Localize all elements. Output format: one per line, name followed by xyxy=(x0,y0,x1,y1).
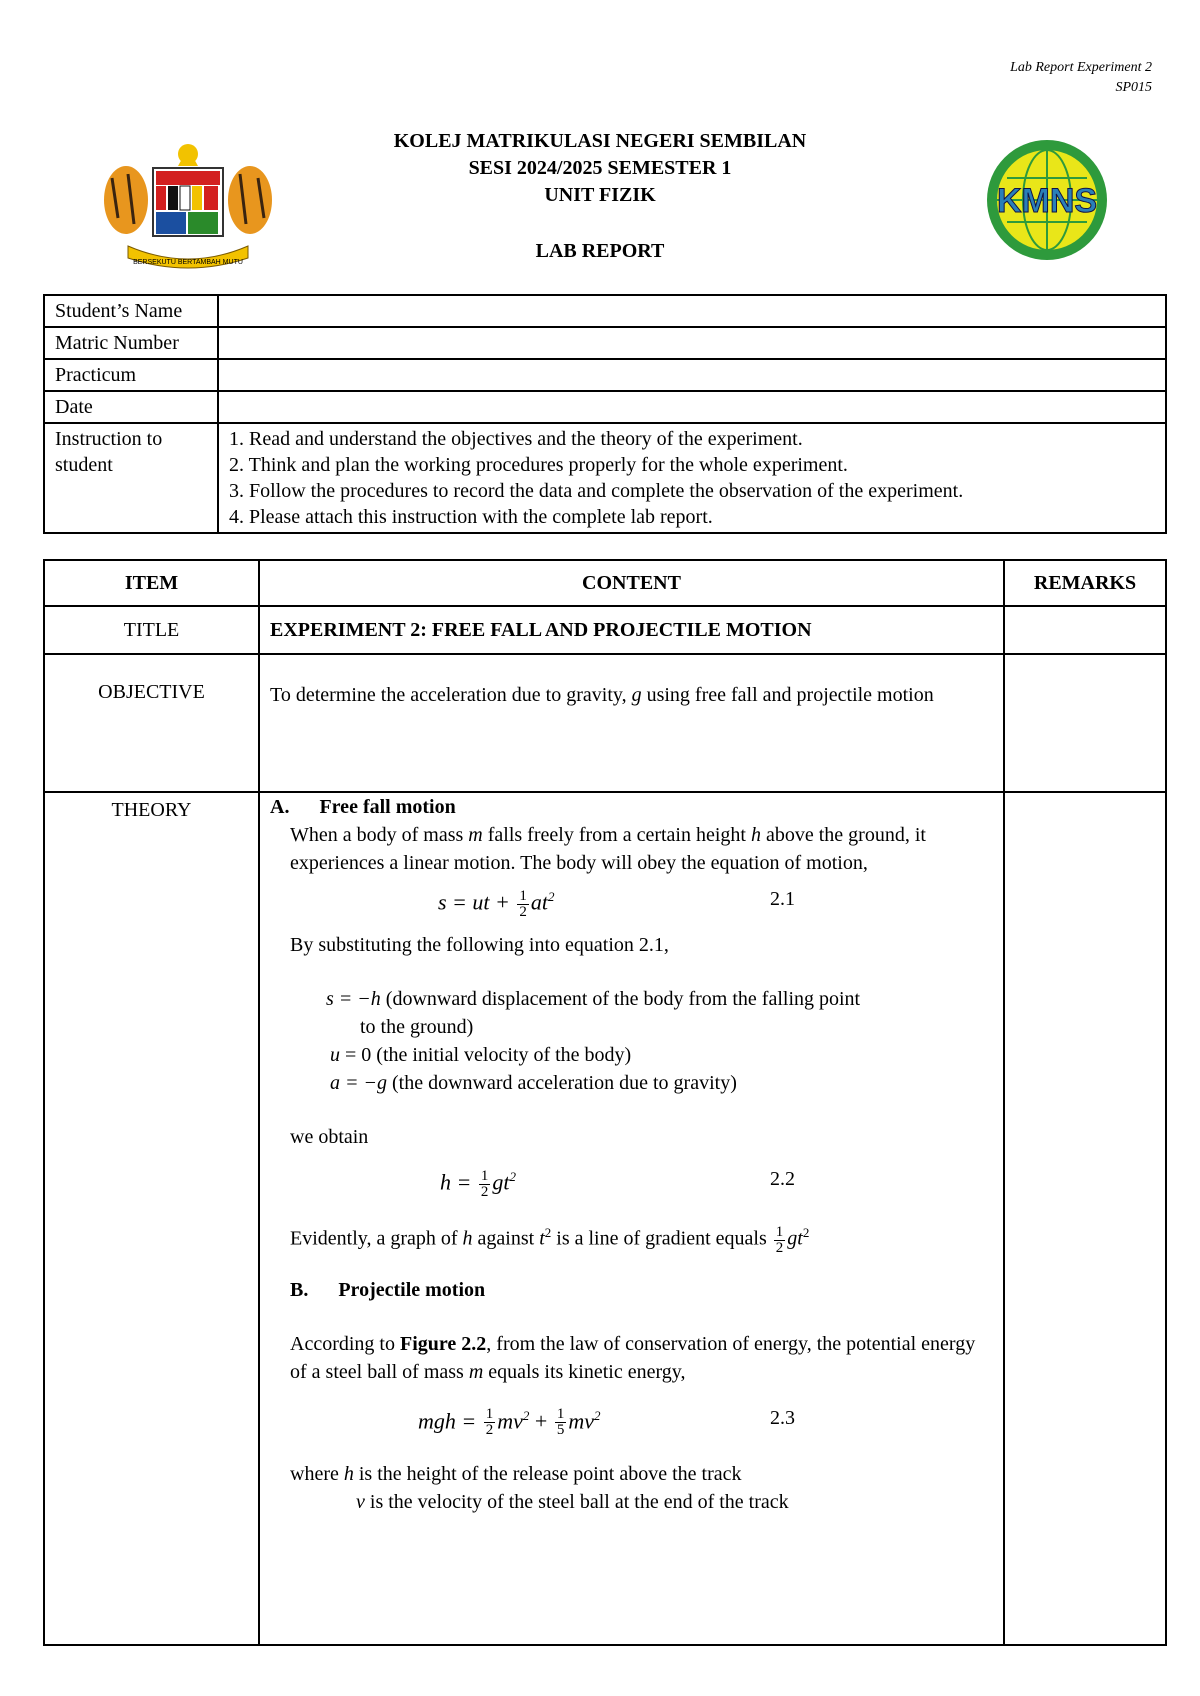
section-title: Free fall motion xyxy=(319,796,456,818)
objective-row xyxy=(44,654,1166,792)
matric-number-field[interactable] xyxy=(218,327,1166,359)
objective-text-part: using free fall and projectile motion xyxy=(641,684,934,706)
substitution-s: s = −h (downward displacement of the body from the falling point xyxy=(326,988,861,1010)
objective-variable: g xyxy=(631,684,642,706)
info-label: Date xyxy=(44,391,218,423)
institution-session: SESI 2024/2025 SEMESTER 1 xyxy=(468,157,732,179)
substitution-u: u = 0 (the initial velocity of the body) xyxy=(330,1044,632,1066)
experiment-title: EXPERIMENT 2: FREE FALL AND PROJECTILE MOTION xyxy=(259,606,1004,654)
section-a-heading xyxy=(270,793,993,821)
info-row xyxy=(44,391,1166,423)
instruction-row xyxy=(44,423,1166,533)
title-row xyxy=(44,606,1166,654)
instruction-item: 1. Read and understand the objectives and the theory of the experiment. xyxy=(229,428,803,450)
lab-report-table xyxy=(43,559,1167,1646)
header-item: ITEM xyxy=(44,560,259,606)
table-header-row xyxy=(44,560,1166,606)
info-label: Matric Number xyxy=(44,327,218,359)
equation-number: 2.3 xyxy=(770,1406,795,1429)
header-content: CONTENT xyxy=(259,560,1004,606)
theory-remarks-cell[interactable] xyxy=(1004,792,1166,1645)
kmns-logo-text: KMNS xyxy=(996,182,1098,220)
running-header-code: SP015 xyxy=(1115,80,1152,95)
running-header-title: Lab Report Experiment 2 xyxy=(1010,60,1152,75)
theory-paragraph: According to Figure 2.2, from the law of conservation of energy, the potential energy of a steel ball of mass m equals its kinetic energy, xyxy=(290,1332,976,1383)
coat-of-arms-motto: BERSEKUTU BERTAMBAH MUTU xyxy=(133,259,243,266)
section-label: B. xyxy=(290,1278,309,1301)
institution-unit: UNIT FIZIK xyxy=(544,184,656,206)
info-row xyxy=(44,295,1166,327)
equation-number: 2.2 xyxy=(770,1168,795,1190)
equation-2-3: mgh = $\frac{1}{2}$ $mv^2$ + $\frac{1}{5}$ $mv^2$ 2.3 xyxy=(270,1396,993,1456)
objective-text xyxy=(259,654,1004,792)
objective-remarks-cell[interactable] xyxy=(1004,654,1166,792)
equation-number: 2.1 xyxy=(770,888,795,910)
running-header xyxy=(1010,58,1152,98)
section-title: Projectile motion xyxy=(338,1278,486,1301)
where-clause: where h is the height of the release point above the track xyxy=(290,1462,742,1485)
header-remarks: REMARKS xyxy=(1004,560,1166,606)
title-remarks-cell[interactable] xyxy=(1004,606,1166,654)
theory-item-cell: THEORY xyxy=(44,792,259,1645)
section-b-heading xyxy=(270,1276,993,1304)
instruction-label-line: student xyxy=(55,454,113,476)
instruction-label-line: Instruction to xyxy=(55,428,163,450)
info-row xyxy=(44,359,1166,391)
theory-row xyxy=(44,792,1166,1645)
info-row xyxy=(44,327,1166,359)
instruction-item: 3. Follow the procedures to record the data and complete the observation of the experiment. xyxy=(229,480,964,502)
instruction-item: 4. Please attach this instruction with the complete lab report. xyxy=(229,506,713,528)
instruction-label xyxy=(44,423,218,533)
section-label: A. xyxy=(270,796,290,818)
theory-paragraph: By substituting the following into equation 2.1, xyxy=(290,934,669,956)
equation-2-1: s = ut + $\frac{1}{2}$ $at^2$ 2.1 xyxy=(270,877,993,921)
equation-2-2: h = $\frac{1}{2}$ $gt^2$ 2.2 xyxy=(270,1157,993,1215)
instruction-list xyxy=(218,423,1166,533)
instruction-item: 2. Think and plan the working procedures properly for the whole experiment. xyxy=(229,454,848,476)
student-name-field[interactable] xyxy=(218,295,1166,327)
where-clause: v is the velocity of the steel ball at the end of the track xyxy=(356,1490,789,1513)
theory-content xyxy=(259,792,1004,1645)
theory-paragraph: we obtain xyxy=(290,1126,369,1148)
student-info-table xyxy=(43,294,1167,534)
title-item-cell: TITLE xyxy=(44,606,259,654)
institution-name: KOLEJ MATRIKULASI NEGERI SEMBILAN xyxy=(393,130,807,152)
theory-paragraph: When a body of mass m falls freely from a certain height h above the ground, it experiences a linear motion. The body will obey the equation of motion, xyxy=(290,824,926,874)
substitution-s-continued: to the ground) xyxy=(360,1016,474,1038)
info-label: Student’s Name xyxy=(44,295,218,327)
substitution-a: a = −g (the downward acceleration due to gravity) xyxy=(330,1072,737,1094)
info-label: Practicum xyxy=(44,359,218,391)
date-field[interactable] xyxy=(218,391,1166,423)
practicum-field[interactable] xyxy=(218,359,1166,391)
objective-item-cell: OBJECTIVE xyxy=(44,654,259,792)
document-title: LAB REPORT xyxy=(535,240,665,262)
institution-header xyxy=(0,128,1200,265)
objective-text-part: To determine the acceleration due to gravity, xyxy=(270,684,632,706)
theory-paragraph: Evidently, a graph of h against $t^2$ is a line of gradient equals $\frac{1}{2}$ $gt^2$ xyxy=(290,1223,810,1256)
